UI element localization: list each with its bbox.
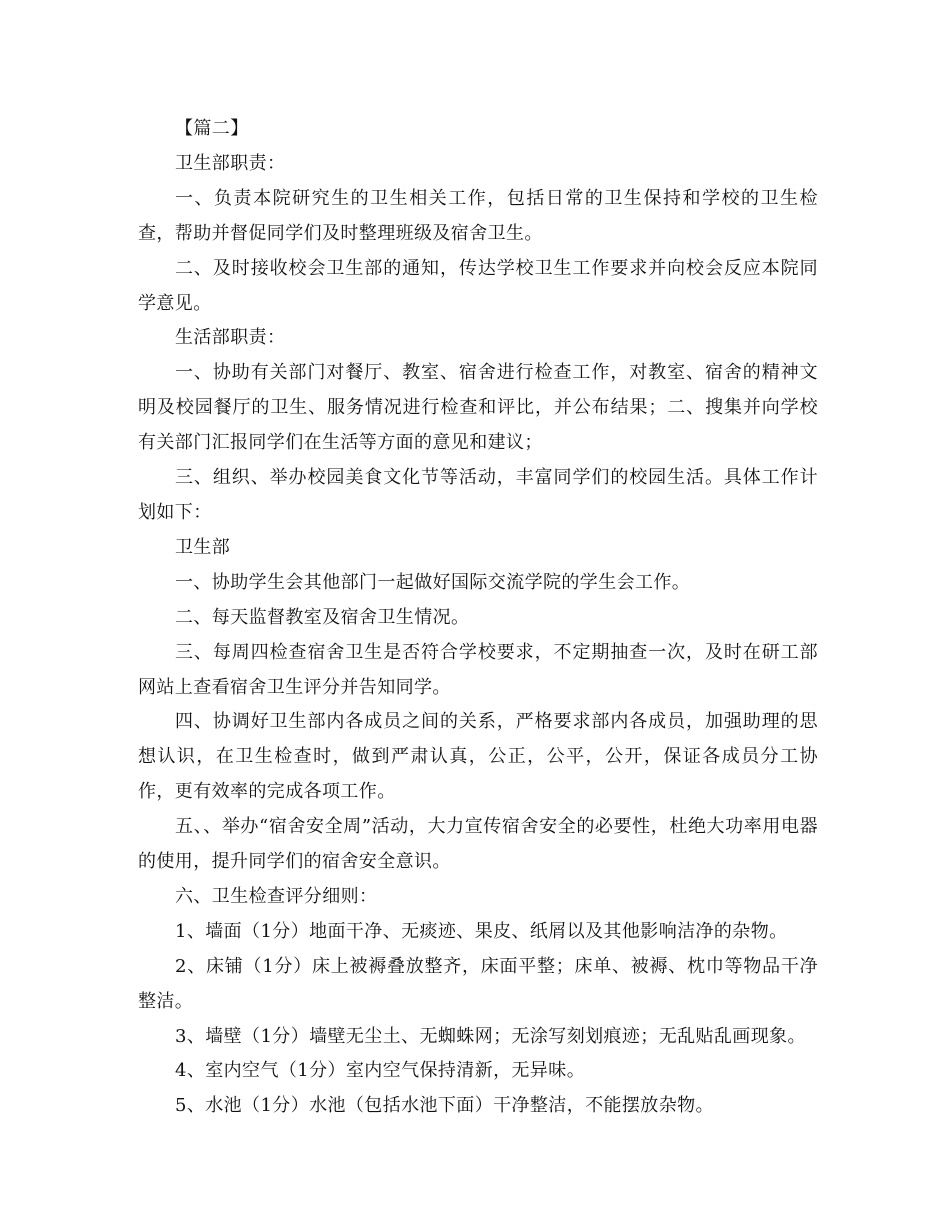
paragraph: 二、及时接收校会卫生部的通知，传达学校卫生工作要求并向校会反应本院同学意见。 xyxy=(138,257,818,314)
paragraph: 一、协助学生会其他部门一起做好国际交流学院的学生会工作。 xyxy=(175,571,691,593)
scoring-item: 3、墙壁（1分）墙壁无尘土、无蜘蛛网；无涂写刻划痕迹；无乱贴乱画现象。 xyxy=(175,1025,806,1047)
paragraph: 四、协调好卫生部内各成员之间的关系，严格要求部内各成员，加强助理的思想认识，在卫生检查时，做到严肃认真，公正，公平，公开，保证各成员分工协作，更有效率的完成各项工作。 xyxy=(138,711,818,803)
paragraph: 六、卫生检查评分细则： xyxy=(175,885,378,907)
paragraph: 五、、举办“宿舍安全周”活动，大力宣传宿舍安全的必要性，杜绝大功率用电器的使用，提升同学们的宿舍安全意识。 xyxy=(138,816,818,873)
subheading-hygiene-duties: 卫生部职责： xyxy=(175,152,286,174)
scoring-item: 1、墙面（1分）地面干净、无痰迹、果皮、纸屑以及其他影响洁净的杂物。 xyxy=(175,920,788,942)
scoring-item: 4、室内空气（1分）室内空气保持清新，无异味。 xyxy=(175,1060,586,1082)
scoring-item: 5、水池（1分）水池（包括水池下面）干净整洁，不能摆放杂物。 xyxy=(175,1095,714,1117)
paragraph: 三、每周四检查宿舍卫生是否符合学校要求，不定期抽查一次，及时在研工部网站上查看宿舍卫生评分并告知同学。 xyxy=(138,641,818,698)
document-body xyxy=(138,112,818,1124)
section-heading: 【篇二】 xyxy=(175,118,249,139)
paragraph: 三、组织、举办校园美食文化节等活动，丰富同学们的校园生活。具体工作计划如下： xyxy=(138,467,818,523)
paragraph: 一、协助有关部门对餐厅、教室、宿舍进行检查工作，对教室、宿舍的精神文明及校园餐厅的卫生、服务情况进行检查和评比，并公布结果；二、搜集并向学校有关部门汇报同学们在生活等方面的意见和建议； xyxy=(138,362,818,454)
paragraph: 一、负责本院研究生的卫生相关工作，包括日常的卫生保持和学校的卫生检查，帮助并督促同学们及时整理班级及宿舍卫生。 xyxy=(138,187,818,244)
subheading-life-duties: 生活部职责： xyxy=(175,327,286,349)
scoring-item: 2、床铺（1分）床上被褥叠放整齐，床面平整；床单、被褥、枕巾等物品干净整洁。 xyxy=(138,955,818,1012)
paragraph: 二、每天监督教室及宿舍卫生情况。 xyxy=(175,606,470,628)
subheading-hygiene-dept: 卫生部 xyxy=(175,536,231,558)
